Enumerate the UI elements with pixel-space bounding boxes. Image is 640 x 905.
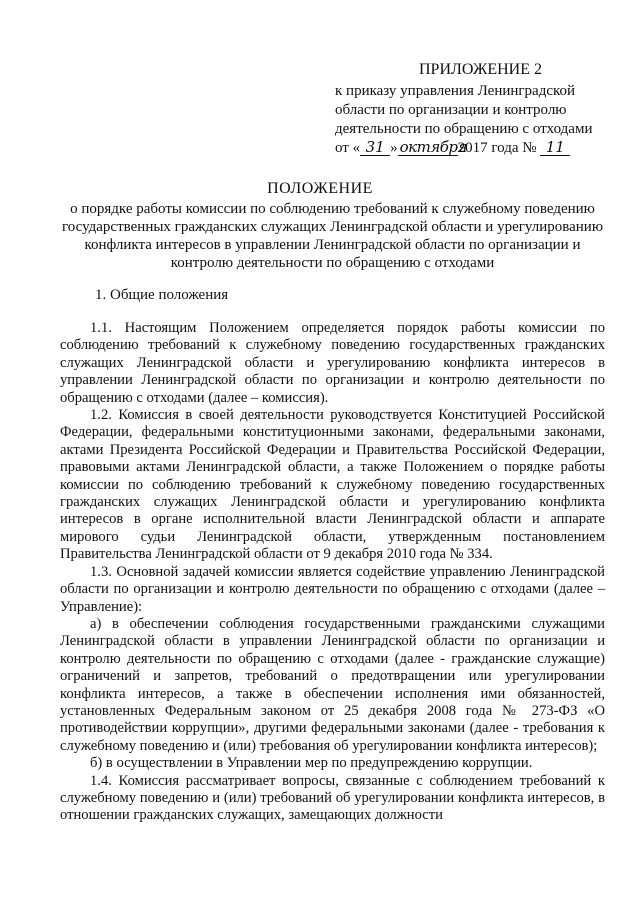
section-heading: 1. Общие положения — [95, 287, 229, 303]
paragraph-1-1: 1.1. Настоящим Положением определяется порядок работы комиссии по соблюдению требований к служебному поведению государственных гражданских служащих Ленинградской области и урегулированию конфликта интересов в управлении Ленинградской области по организации и контролю деятельности по обращению с отходами (далее – комиссия). — [60, 320, 605, 406]
paragraph-1-2: 1.2. Комиссия в своей деятельности руководствуется Конституцией Российской Федерации, федеральными конституционными законами, федеральными законами, актами Президента Российской Федерации и Правительства Российской Федерации, правовыми актами Ленинградской области, а также Положением о порядке работы комиссии по соблюдению требований к служебному поведению государственных гражданских служащих Ленинградской области и урегулированию конфликта интересов в органе исполнительной власти Ленинградской области и аппарате мирового судьи Ленинградской области, утвержденным постановлением Правительства Ленинградской области от 9 декабря 2010 года № 334. — [60, 407, 605, 563]
date-year: 2017 года № — [457, 140, 537, 156]
handwritten-order-number: 11 — [540, 140, 570, 156]
annex-line-2: области по организации и контролю — [335, 102, 567, 118]
document-subtitle: о порядке работы комиссии по соблюдению требований к служебному поведению государственных гражданских служащих Ленинградской области и урегулированию конфликта интересов в управлении Ленинградской области по организации и контролю деятельности по обращению с отходами — [61, 201, 604, 271]
annex-line-1: к приказу управления Ленинградской — [335, 83, 576, 99]
date-mid: » — [390, 140, 398, 156]
paragraph-1-3-a: а) в обеспечении соблюдения государственными гражданскими служащими Ленинградской области в управлении Ленинградской области по организации и контролю деятельности по обращению с отходами (далее - гражданские служащие) ограничений и запретов, требований о предотвращении или урегулировании конфликта интересов, а также в обеспечении исполнения ими обязанностей, установленных Федеральным законом от 25 декабря 2008 года № 273-ФЗ «О противодействии коррупции», другими федеральными законами (далее - требования к служебному поведению и (или) требования об урегулировании конфликта интересов); — [60, 615, 605, 754]
annex-title: ПРИЛОЖЕНИЕ 2 — [419, 61, 543, 78]
document-body — [60, 320, 605, 825]
date-prefix: от « — [335, 140, 361, 156]
annex-date-line — [335, 139, 605, 158]
paragraph-1-3: 1.3. Основной задачей комиссии является содействие управлению Ленинградской области по организации и контролю деятельности по обращению с отходами (далее – Управление): — [60, 563, 605, 615]
handwritten-day: 31 — [360, 140, 390, 156]
annex-line-3: деятельности по обращению с отходами — [335, 121, 593, 137]
paragraph-1-3-b: б) в осуществлении в Управлении мер по предупреждению коррупции. — [90, 755, 533, 772]
paragraph-1-4: 1.4. Комиссия рассматривает вопросы, связанные с соблюдением требований к служебному поведению и (или) требований об урегулировании конфликта интересов, в отношении гражданских служащих, замещающих должности — [60, 772, 605, 824]
document-title: ПОЛОЖЕНИЕ — [267, 180, 373, 197]
handwritten-month: октября — [399, 138, 467, 156]
annex-block — [335, 60, 605, 158]
